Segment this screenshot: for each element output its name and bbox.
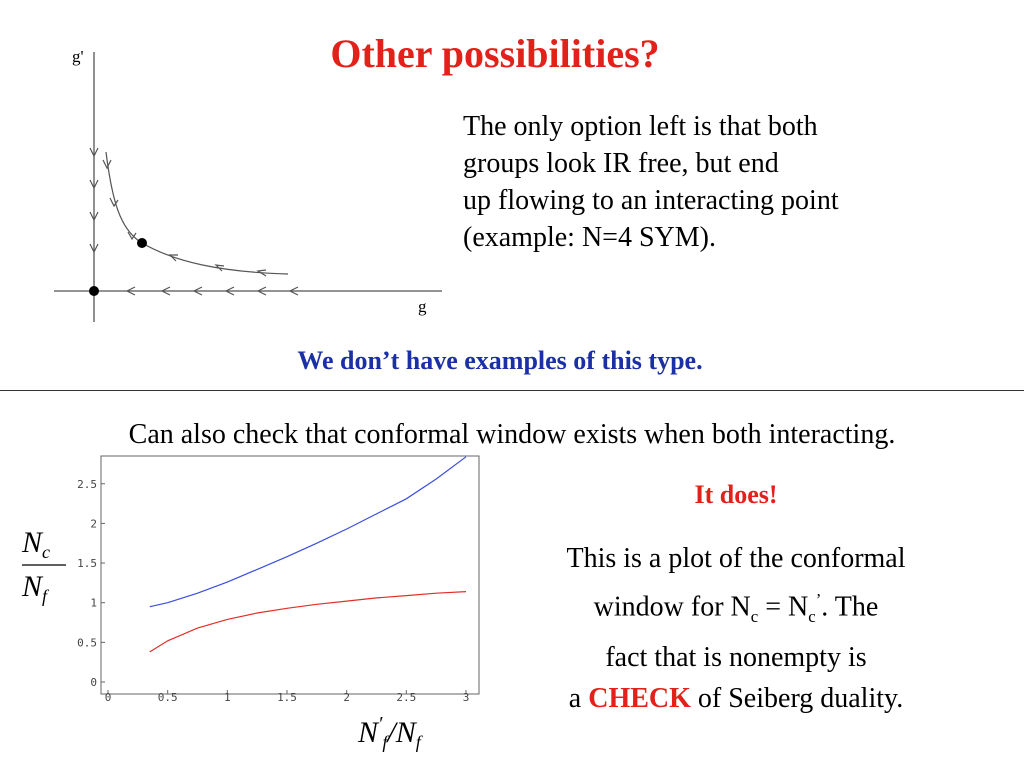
plot-desc-line-1: This is a plot of the conformal: [566, 543, 906, 574]
free-fixed-point: [89, 286, 99, 296]
desc-sub-c: c: [750, 606, 759, 626]
series-layer: [150, 457, 466, 652]
x-tick-label: 1.5: [277, 691, 297, 704]
desc-sub-c-prime: c: [808, 606, 816, 626]
series-line-2: [150, 592, 466, 652]
g-axis-label: g: [418, 297, 427, 316]
y-tick-label: 2: [90, 517, 97, 531]
desc-seiberg: of Seiberg duality.: [690, 682, 904, 714]
it-does-label: It does!: [694, 480, 778, 509]
plot-desc-line-2: [497, 579, 975, 637]
y-tick-label: 1.5: [77, 557, 97, 571]
x-tick-label: 2: [343, 691, 350, 704]
flow-curve: [106, 152, 288, 274]
y-axis-label-numerator: $N_c$: [22, 526, 51, 562]
x-axis-label: $N'_f/N_f$: [358, 713, 421, 752]
intro-line: up flowing to an interacting point: [463, 185, 839, 216]
interacting-fixed-point: [137, 238, 147, 248]
y-tick-label: 1: [90, 596, 97, 610]
desc-the: . The: [821, 591, 879, 623]
no-examples-statement: We don’t have examples of this type.: [297, 346, 703, 375]
plot-description: [497, 538, 975, 719]
intro-text: [463, 108, 983, 256]
plot-frame: [101, 456, 479, 694]
intro-line: The only option left is that both: [463, 111, 818, 142]
y-tick-label: 0: [90, 676, 97, 689]
desc-prime: ’: [815, 590, 822, 609]
desc-a: a: [568, 682, 589, 714]
series-line-1: [150, 457, 466, 607]
x-tick-label: 0: [104, 691, 112, 704]
x-tick-label: 2.5: [396, 691, 417, 704]
desc-window-for: window for N: [593, 591, 751, 623]
intro-line: groups look IR free, but end: [463, 148, 779, 179]
conformal-window-chart: [20, 450, 490, 760]
gprime-axis-label: g': [72, 47, 84, 66]
rg-flow-diagram: [50, 40, 450, 330]
slide-title: Other possibilities?: [330, 31, 660, 76]
plot-desc-line-3: fact that is nonempty is: [605, 641, 867, 673]
section-divider: [0, 390, 1024, 391]
curve-flow-arrows: [103, 160, 266, 276]
x-axis: [105, 690, 470, 704]
x-tick-label: 0.5: [157, 691, 178, 704]
desc-equals-n: = N: [758, 591, 809, 623]
x-tick-label: 3: [462, 691, 470, 704]
y-axis-label-denominator: $N_f$: [22, 570, 48, 606]
y-tick-label: 2.5: [77, 477, 97, 491]
conformal-window-statement: Can also check that conformal window exists when both interacting.: [128, 419, 896, 450]
plot-desc-line-4: [497, 678, 975, 719]
check-word: CHECK: [588, 682, 691, 714]
intro-line: (example: N=4 SYM).: [463, 222, 716, 253]
x-tick-label: 1: [224, 691, 231, 704]
y-tick-label: 0.5: [77, 636, 97, 650]
